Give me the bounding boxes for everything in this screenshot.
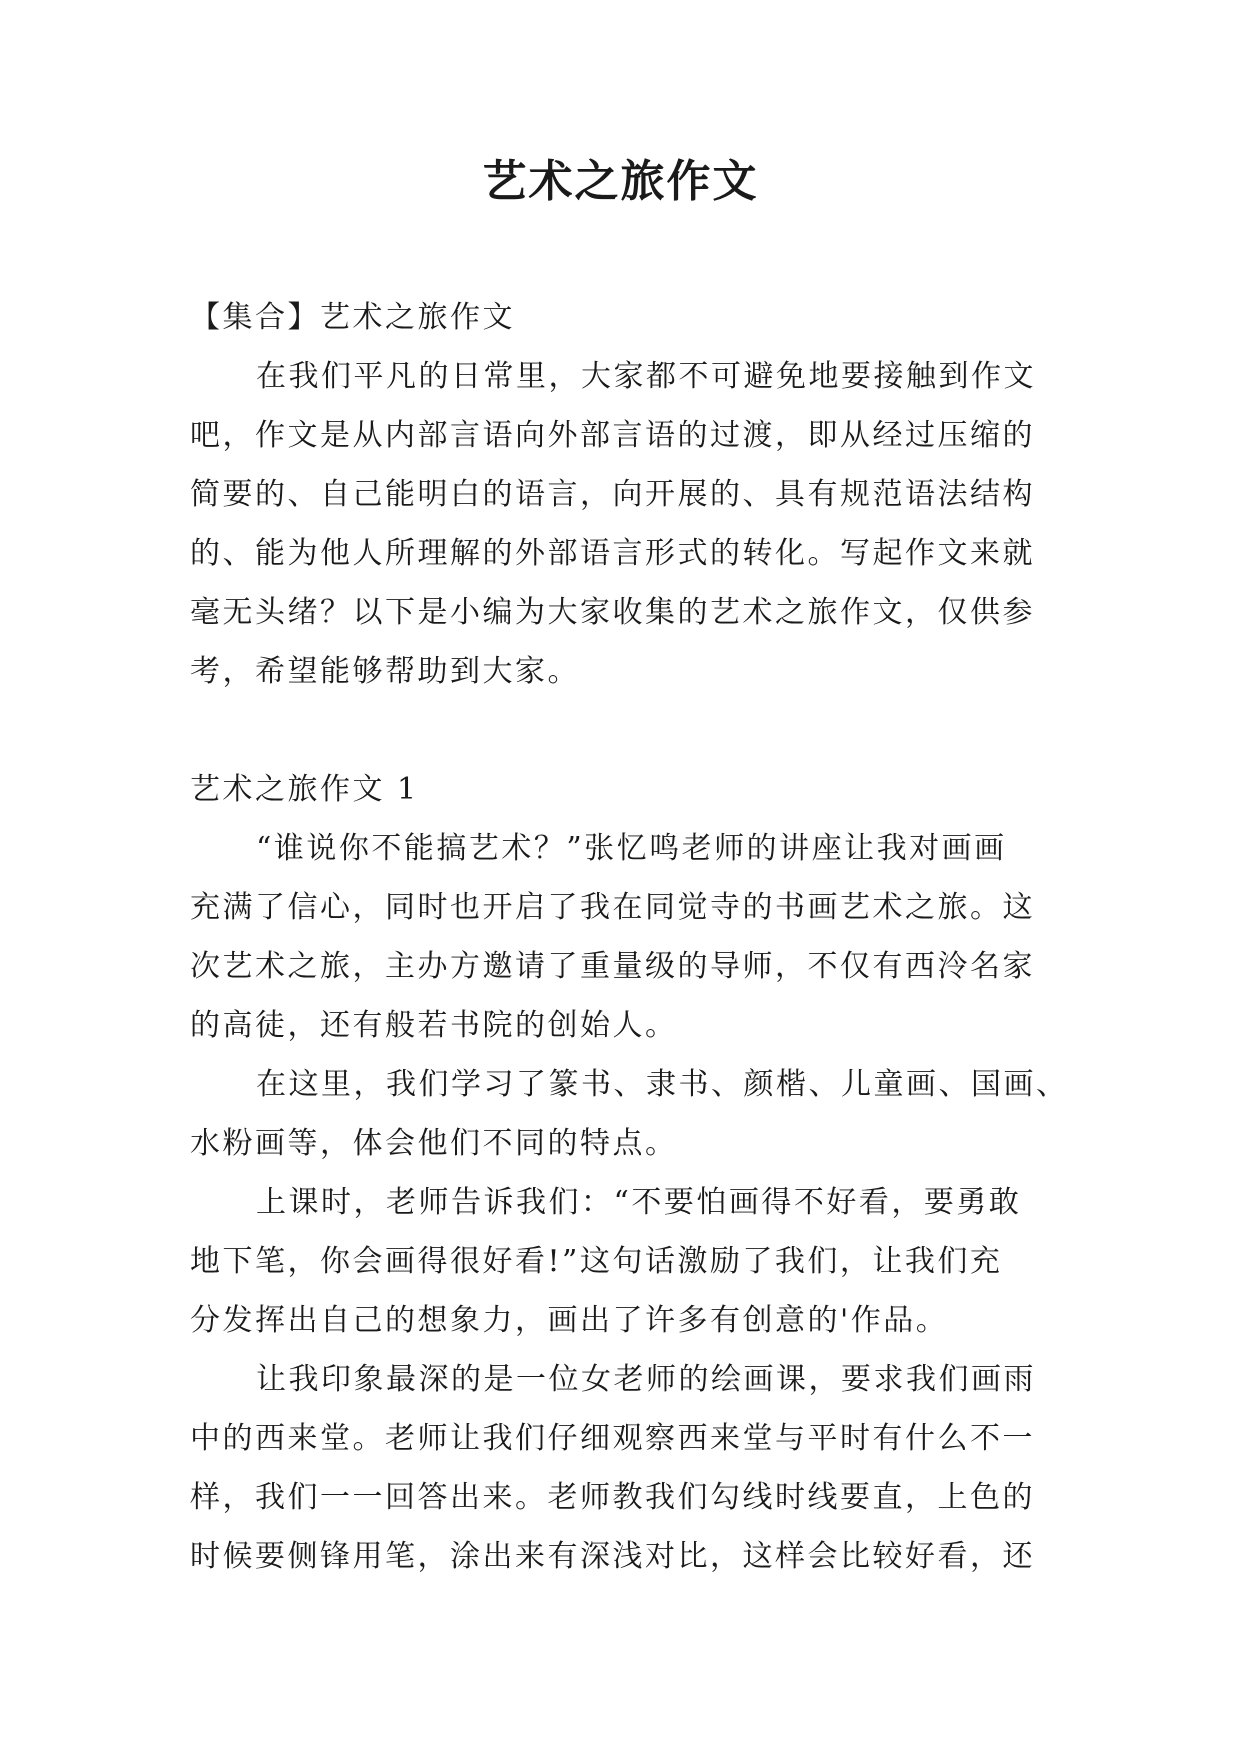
text-line: 毫无头绪？以下是小编为大家收集的艺术之旅作文，仅供参: [190, 595, 1035, 630]
blank-line: [190, 701, 1052, 760]
text-line: 充满了信心，同时也开启了我在同觉寺的书画艺术之旅。这: [190, 890, 1035, 925]
text-line: 的、能为他人所理解的外部语言形式的转化。写起作文来就: [190, 536, 1035, 571]
text-line: 分发挥出自己的想象力，画出了许多有创意的'作品。: [190, 1303, 949, 1338]
text-line: 吧，作文是从内部言语向外部言语的过渡，即从经过压缩的: [190, 418, 1035, 453]
text-line: 次艺术之旅，主办方邀请了重量级的导师，不仅有西泠名家: [190, 949, 1035, 984]
text-line: 中的西来堂。老师让我们仔细观察西来堂与平时有什么不一: [190, 1421, 1035, 1456]
text-line: 艺术之旅作文 1: [190, 772, 419, 807]
text-line: 考，希望能够帮助到大家。: [190, 654, 580, 689]
text-line: 样，我们一一回答出来。老师教我们勾线时线要直，上色的: [190, 1480, 1035, 1515]
text-line: “谁说你不能搞艺术？”张忆鸣老师的讲座让我对画画: [256, 831, 1007, 866]
document-body: [190, 288, 1069, 1586]
text-line: 让我印象最深的是一位女老师的绘画课，要求我们画雨: [256, 1362, 1036, 1397]
document-title: 艺术之旅作文: [482, 156, 759, 207]
text-line: 【集合】艺术之旅作文: [190, 300, 515, 335]
text-line: 上课时，老师告诉我们：“不要怕画得不好看，要勇敢: [256, 1185, 1022, 1220]
text-line: 时候要侧锋用笔，涂出来有深浅对比，这样会比较好看，还: [190, 1539, 1035, 1574]
text-line: 的高徒，还有般若书院的创始人。: [190, 1008, 678, 1043]
text-line: 地下笔，你会画得很好看!”这句话激励了我们，让我们充: [190, 1244, 1003, 1279]
text-line: 在这里，我们学习了篆书、隶书、颜楷、儿童画、国画、: [256, 1067, 1069, 1102]
text-line: 简要的、自己能明白的语言，向开展的、具有规范语法结构: [190, 477, 1035, 512]
text-line: 在我们平凡的日常里，大家都不可避免地要接触到作文: [256, 359, 1036, 394]
text-line: 水粉画等，体会他们不同的特点。: [190, 1126, 678, 1161]
